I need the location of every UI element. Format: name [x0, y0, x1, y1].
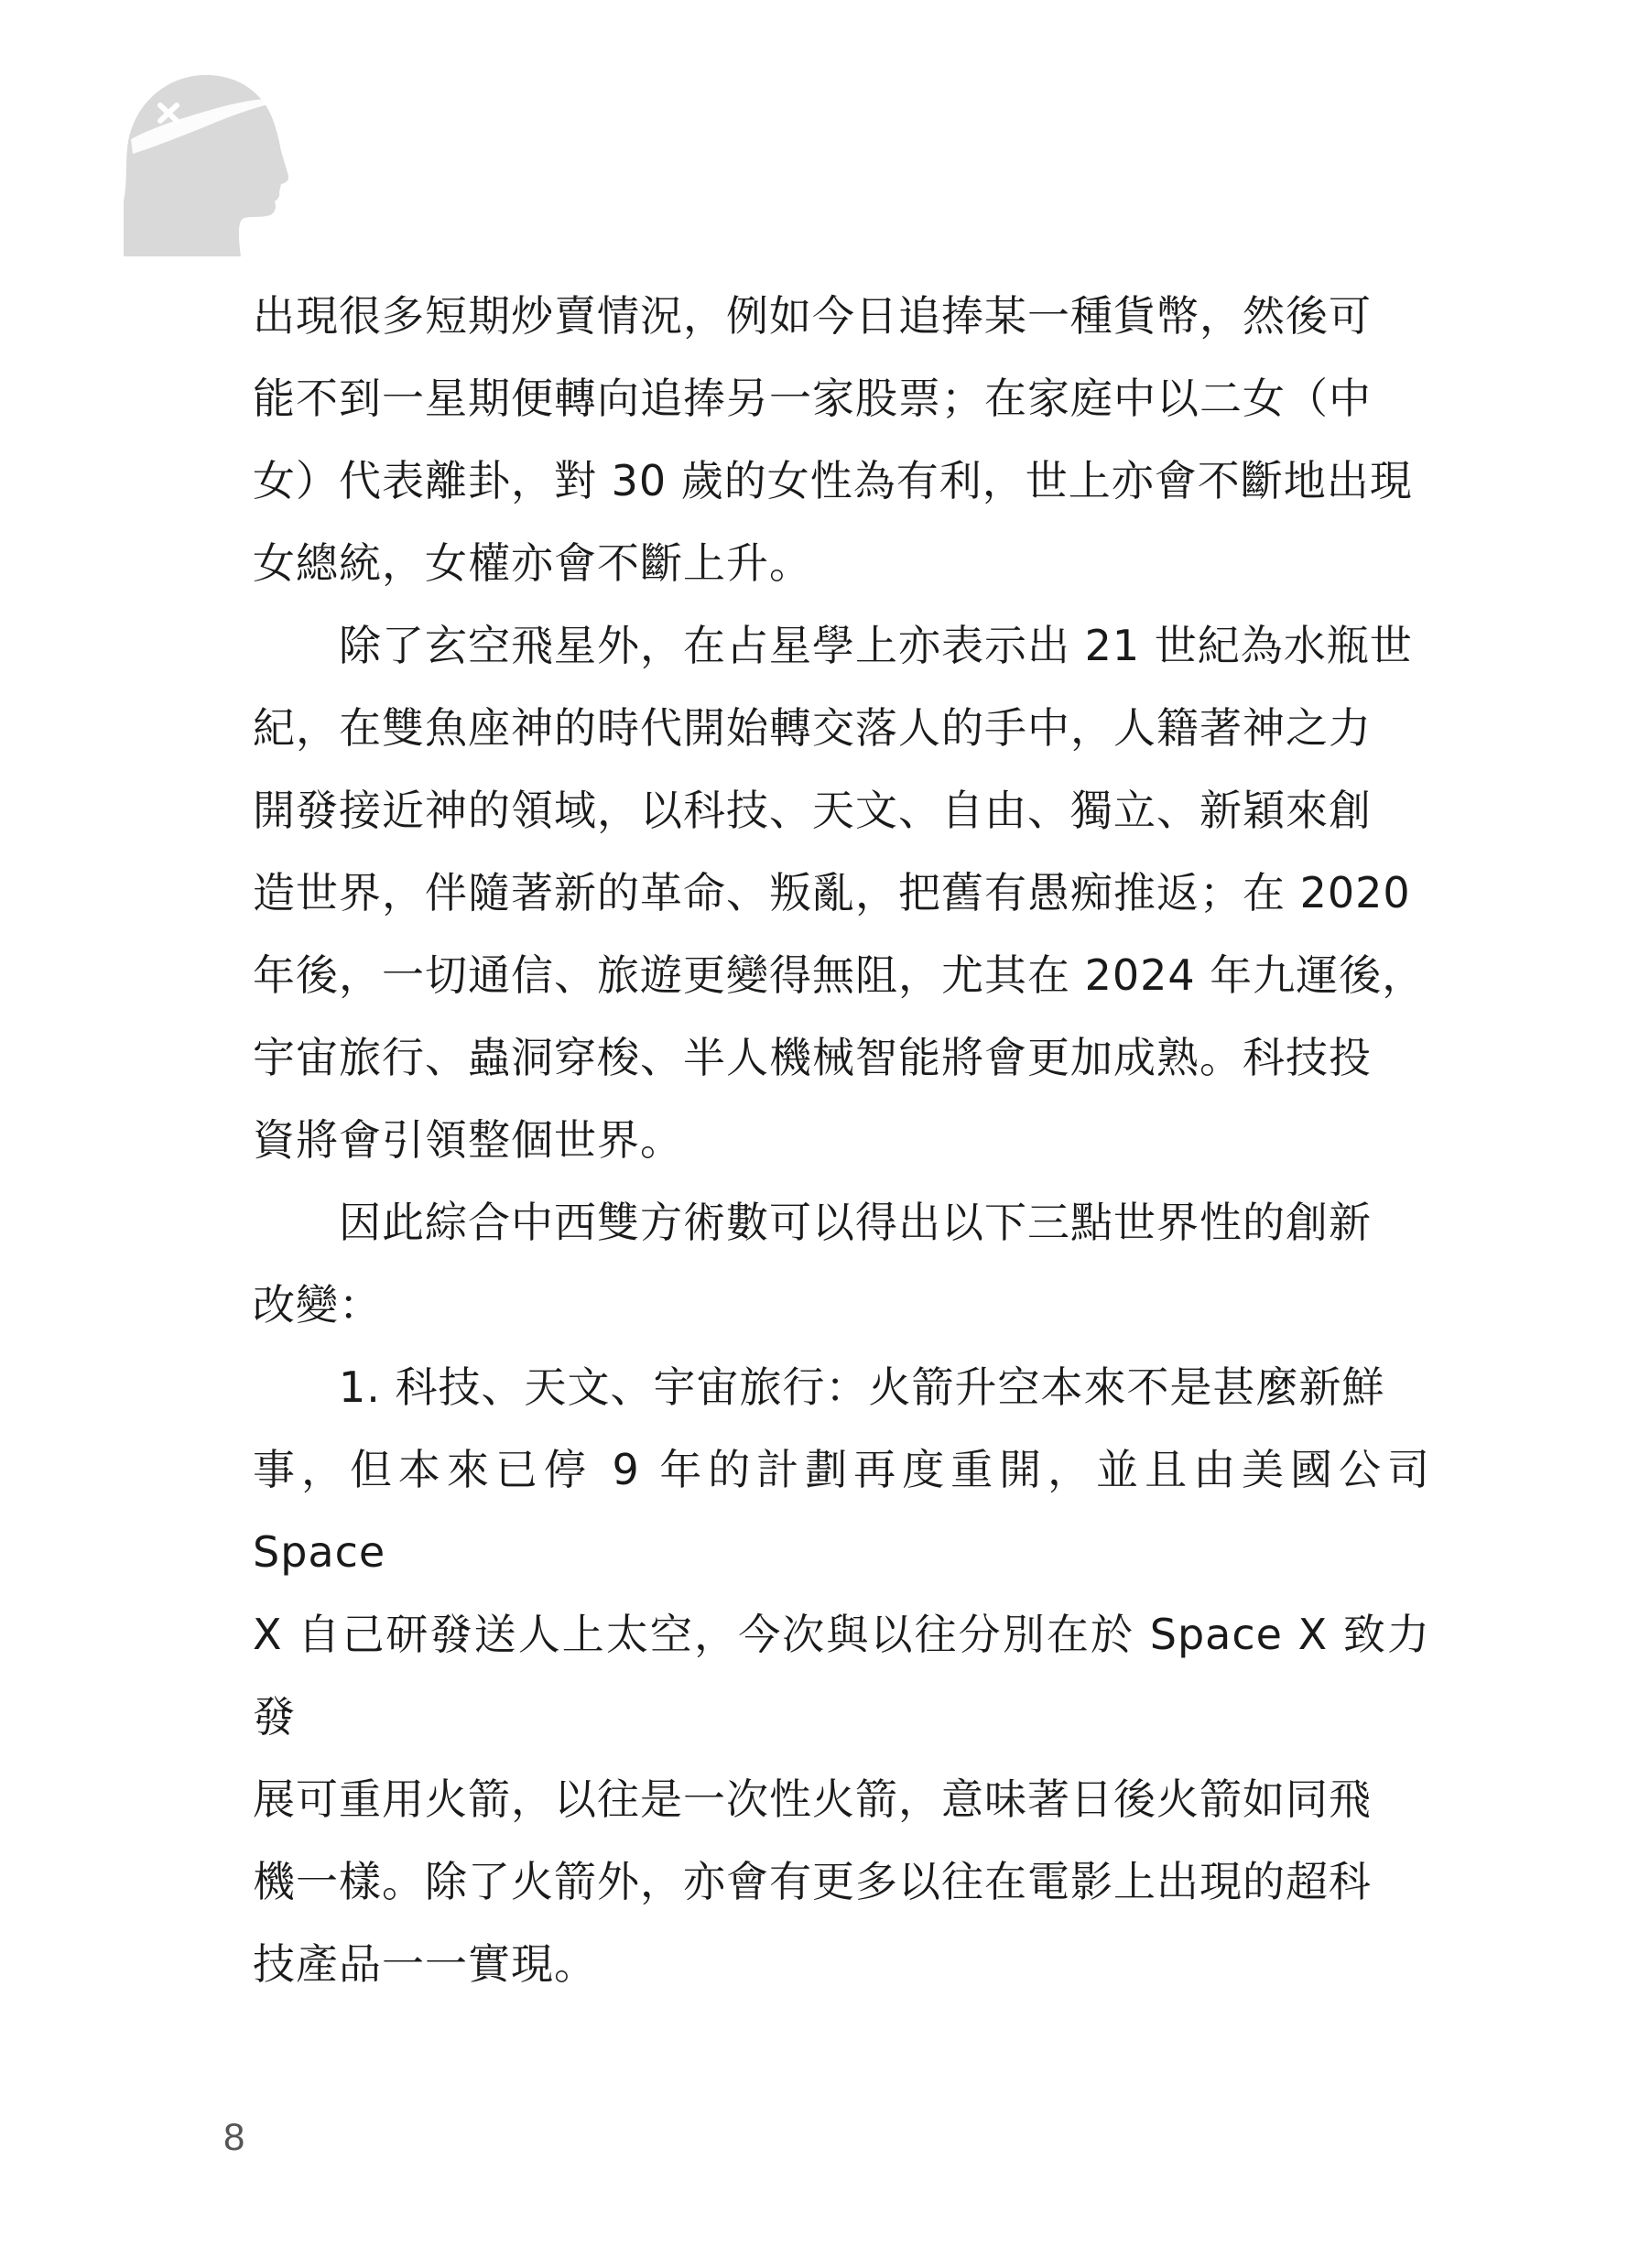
paragraph: 出現很多短期炒賣情況，例如今日追捧某一種貨幣，然後可 能不到一星期便轉向追捧另一家股票；在家庭中以二女（中 女）代表離卦，對 30 歲的女性為有利，世上亦會不斷地出現 女總統，女權亦會不斷上升。	[253, 291, 1413, 588]
head-silhouette-logo-icon	[124, 64, 288, 256]
paragraph: 除了玄空飛星外，在占星學上亦表示出 21 世紀為水瓶世 紀，在雙魚座神的時代開始轉交落人的手中，人籍著神之力 開發接近神的領域，以科技、天文、自由、獨立、新穎來創 造世界，伴隨著新的革命、叛亂，把舊有愚痴推返；在 2020 年後，一切通信、旅遊更變得無阻，尤其在 2024 年九運後， 宇宙旅行、蟲洞穿梭、半人機械智能將會更加成熟。科技投 資將會引領整個世界。	[253, 621, 1426, 1165]
paragraph: 1. 科技、天文、宇宙旅行：火箭升空本來不是甚麼新鮮 事，但本來已停 9 年的計劃再度重開，並且由美國公司 Space X 自己研發送人上太空，今次與以往分別在於 Space X 致力發 展可重用火箭，以往是一次性火箭，意味著日後火箭如同飛 機一樣。除了火箭外，亦會有更多以往在電影上出現的超科 技產品一一實現。	[253, 1362, 1430, 1989]
body-text	[253, 275, 1430, 2005]
paragraph: 因此綜合中西雙方術數可以得出以下三點世界性的創新 改變：	[253, 1198, 1372, 1329]
page-number: 8	[223, 2115, 245, 2158]
